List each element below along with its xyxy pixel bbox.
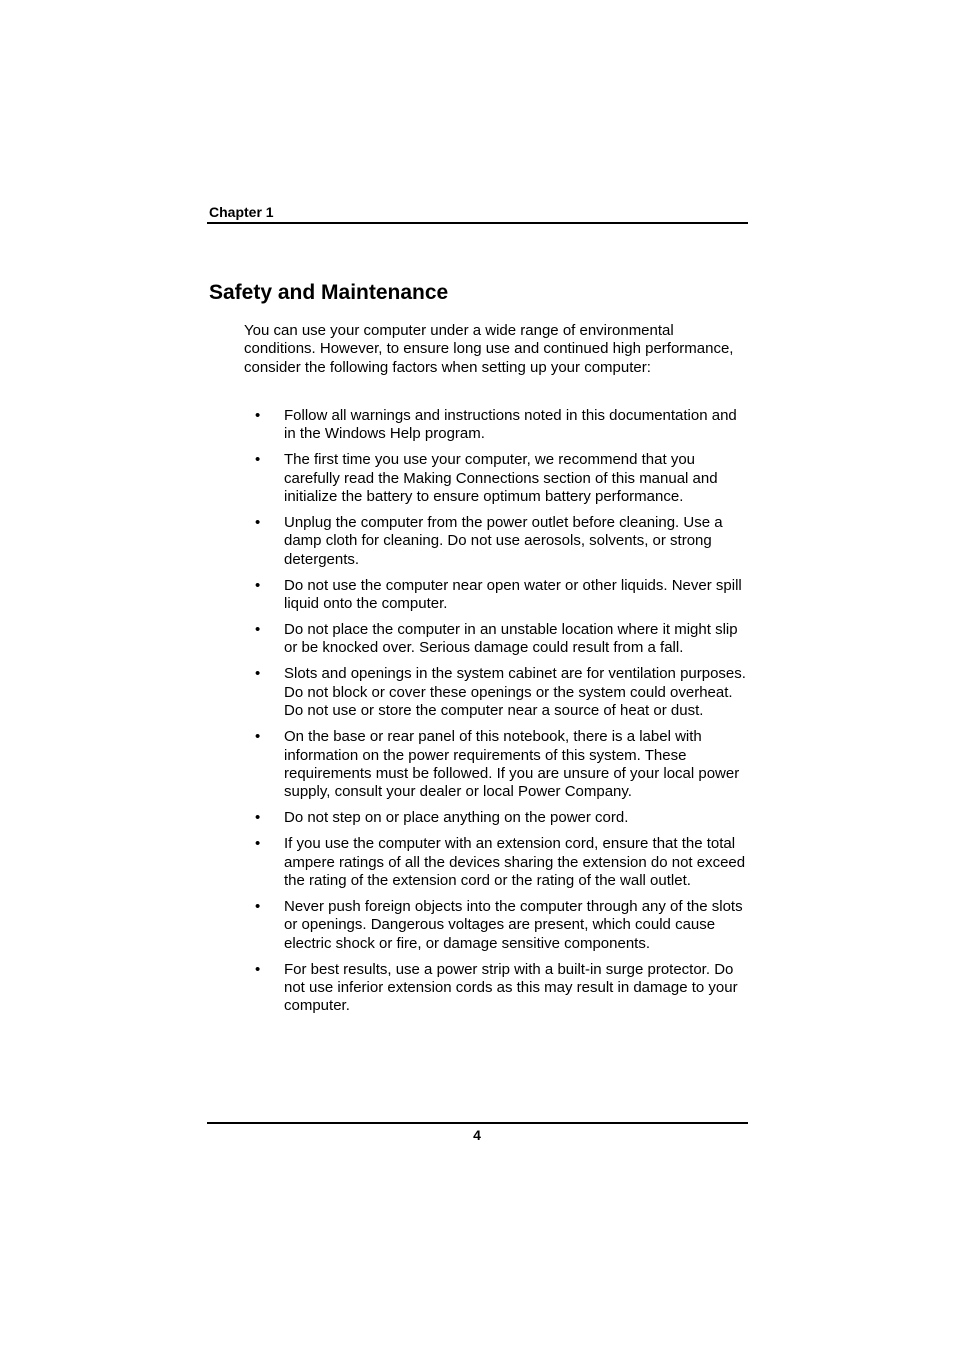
list-item-text: Do not place the computer in an unstable location where it might slip or be knocked over. Serious damage could result from a fall. — [284, 621, 738, 657]
bullet-icon: • — [255, 621, 261, 639]
header-rule — [207, 222, 748, 224]
footer-rule — [207, 1122, 748, 1124]
list-item — [244, 621, 748, 658]
list-item — [244, 835, 748, 890]
bullet-icon: • — [255, 665, 261, 683]
bullet-icon: • — [255, 451, 261, 469]
list-item-text: Slots and openings in the system cabinet are for ventilation purposes. Do not block or cover these openings or the system could overheat. Do not use or store the computer near a source of heat or dust. — [284, 665, 746, 720]
bullet-icon: • — [255, 576, 261, 594]
list-item — [244, 407, 748, 444]
list-item-text: Unplug the computer from the power outlet before cleaning. Use a damp cloth for cleaning. Do not use aerosols, solvents, or strong detergents. — [284, 514, 723, 568]
list-item-text: Do not step on or place anything on the power cord. — [284, 809, 629, 827]
list-item-text: Do not use the computer near open water or other liquids. Never spill liquid onto the computer. — [284, 576, 742, 613]
list-item — [244, 451, 748, 506]
list-item — [244, 728, 748, 802]
list-item — [244, 514, 748, 569]
safety-bullet-list — [244, 407, 748, 1023]
list-item — [244, 665, 748, 720]
list-item — [244, 577, 748, 614]
list-item — [244, 961, 748, 1016]
list-item-text: On the base or rear panel of this notebook, there is a label with information on the power requirements of this system. These requirements must be followed. If you are unsure of your local power supply, consult your dealer or local Power Company. — [284, 728, 740, 801]
page-number: 4 — [473, 1127, 481, 1143]
bullet-icon: • — [255, 728, 261, 746]
list-item — [244, 898, 748, 953]
list-item-text: Never push foreign objects into the computer through any of the slots or openings. Dangerous voltages are present, which could cause electric shock or fire, or damage sensitive components. — [284, 897, 743, 952]
section-title: Safety and Maintenance — [209, 281, 449, 304]
bullet-icon: • — [255, 407, 261, 424]
list-item-text: For best results, use a power strip with a built-in surge protector. Do not use inferior extension cords as this may result in damage to your computer. — [284, 960, 738, 1015]
bullet-icon: • — [255, 809, 261, 827]
bullet-icon: • — [255, 514, 261, 532]
list-item-text: Follow all warnings and instructions noted in this documentation and in the Windows Help program. — [284, 407, 737, 443]
bullet-icon: • — [255, 960, 261, 978]
intro-paragraph: You can use your computer under a wide range of environmental conditions. However, to ensure long use and continued high performance, consider the following factors when setting up your computer: — [244, 322, 734, 376]
list-item — [244, 809, 748, 827]
bullet-icon: • — [255, 897, 261, 915]
chapter-label: Chapter 1 — [209, 204, 274, 220]
list-item-text: The first time you use your computer, we recommend that you carefully read the Making Connections section of this manual and initialize the battery to ensure optimum battery performance. — [284, 451, 718, 506]
bullet-icon: • — [255, 835, 261, 853]
list-item-text: If you use the computer with an extension cord, ensure that the total ampere ratings of all the devices sharing the extension do not exceed the rating of the extension cord or the rating of the wall outlet. — [284, 835, 746, 889]
